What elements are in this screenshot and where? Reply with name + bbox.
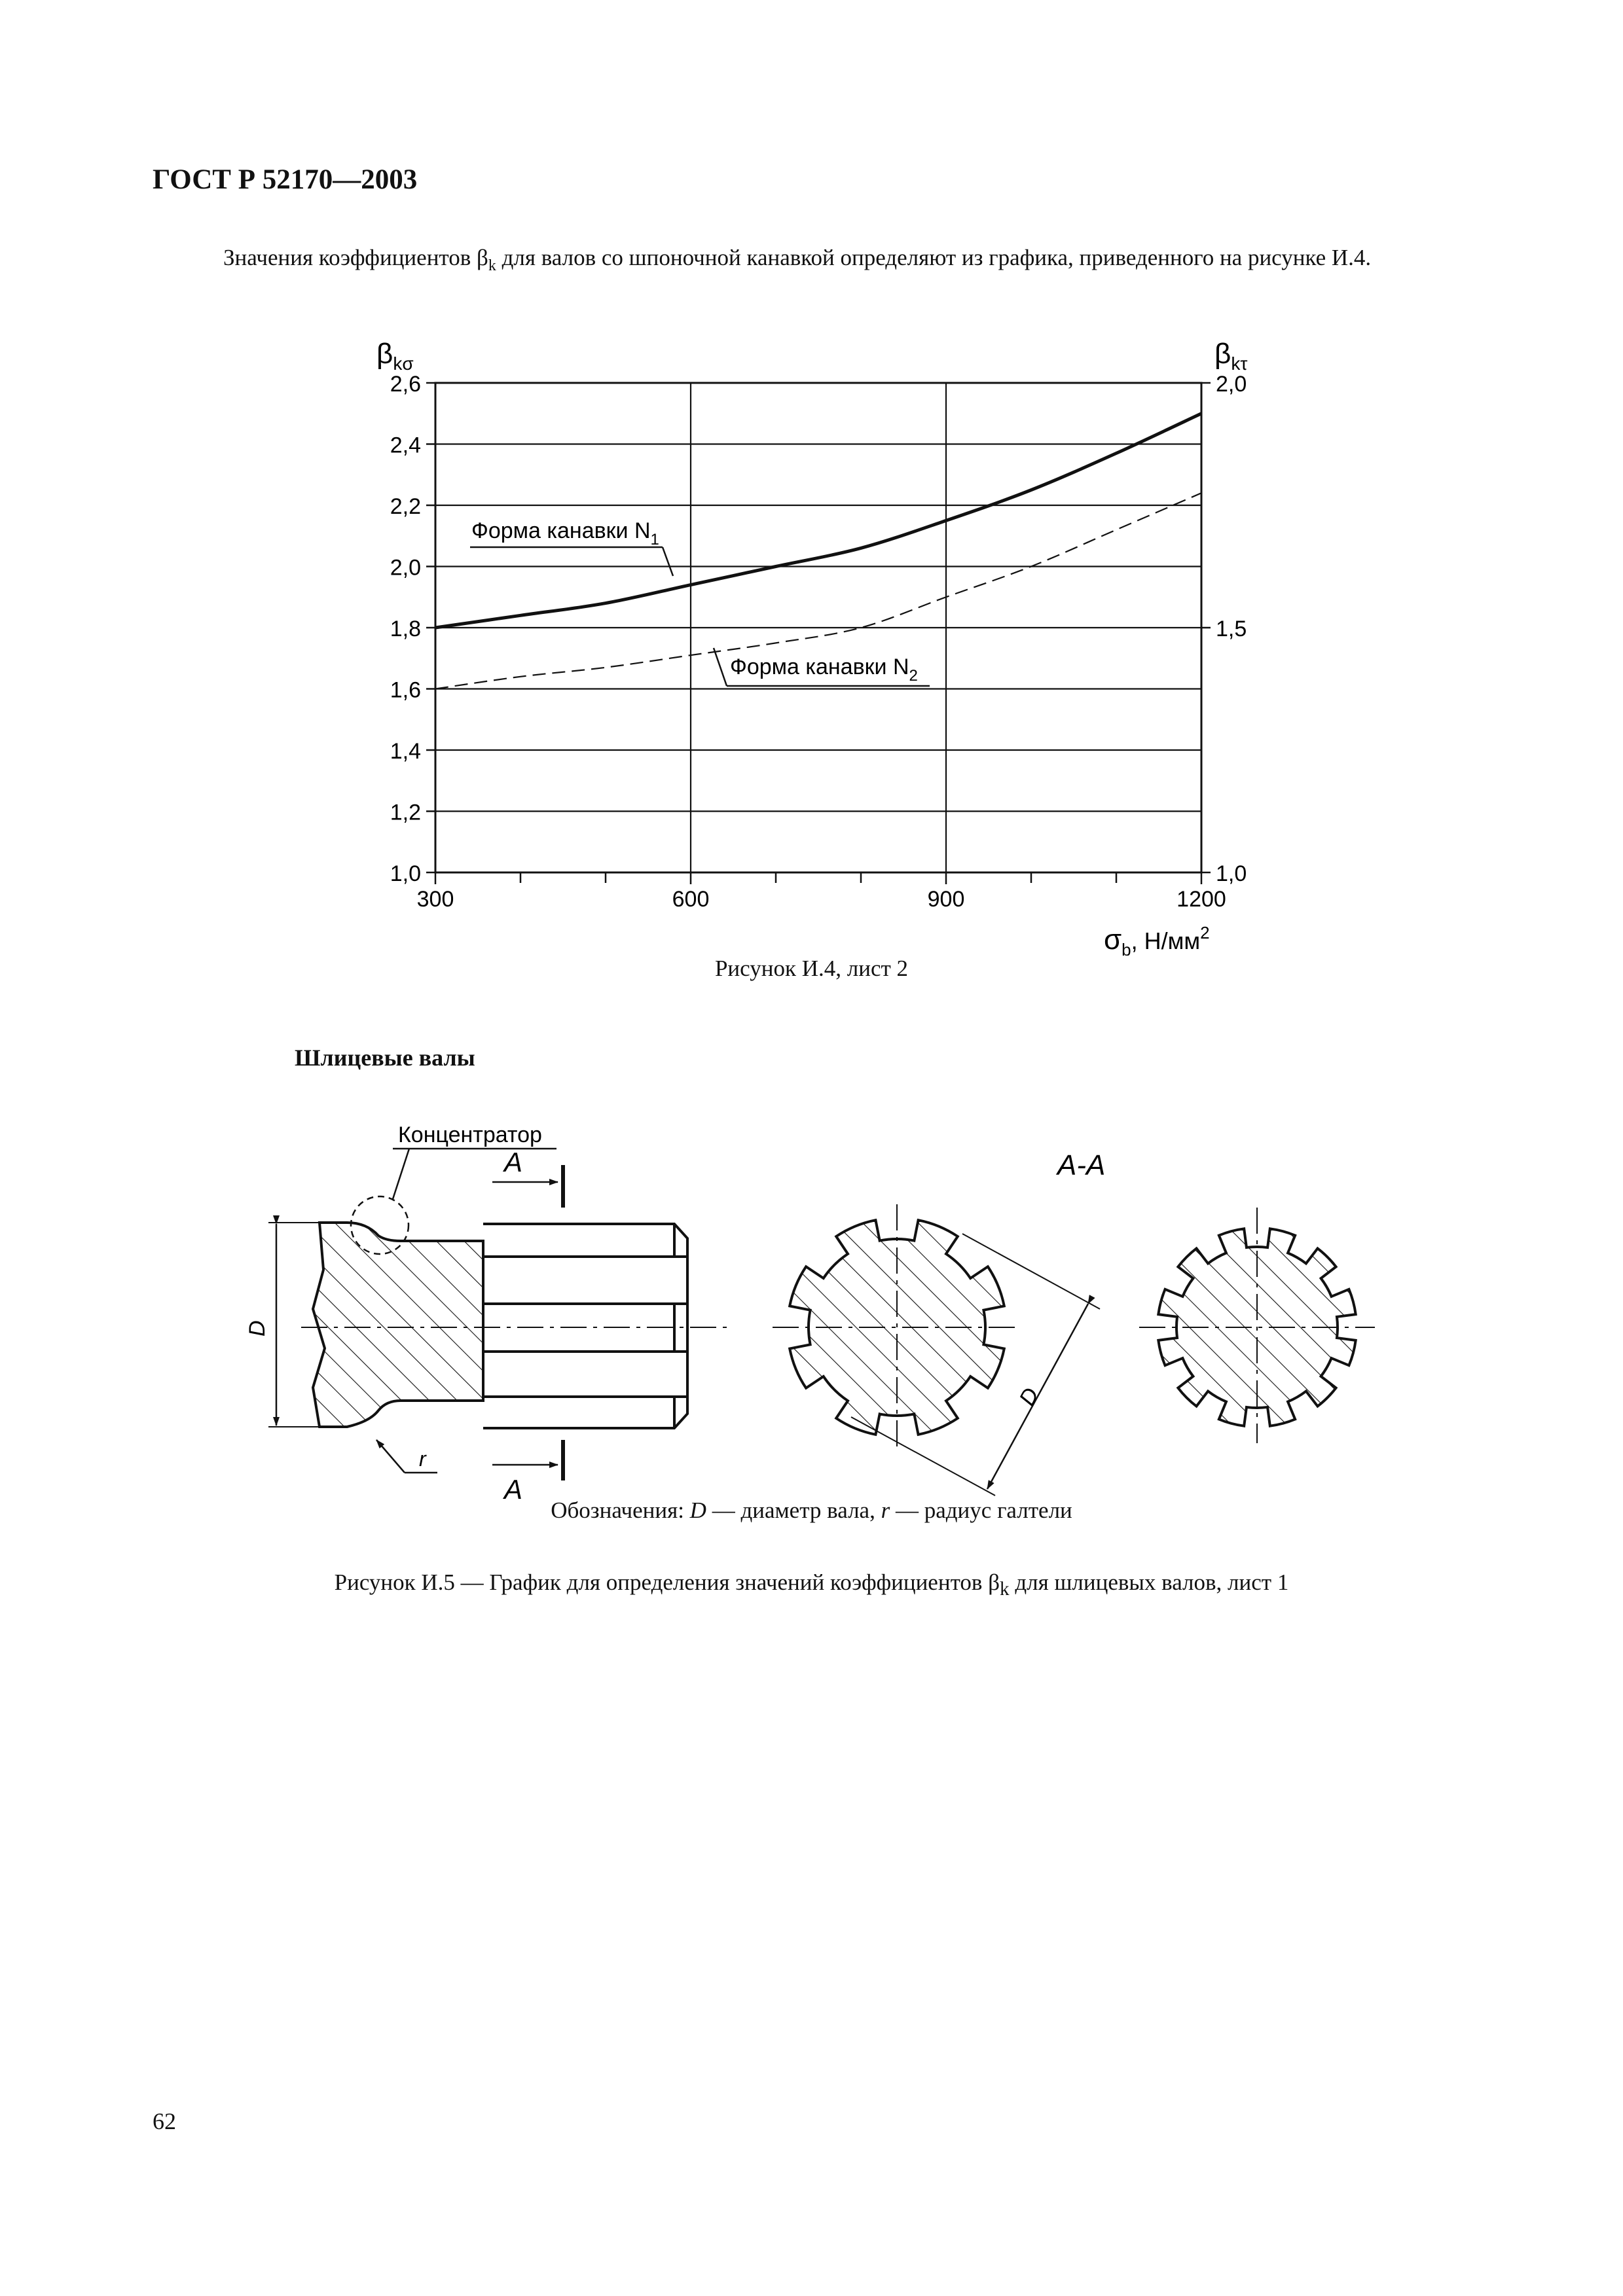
shaft-hatched-section <box>313 1223 483 1427</box>
y-left-tick-label: 1,8 <box>390 617 421 641</box>
concentrator-leader <box>393 1149 409 1199</box>
legend-d: D <box>689 1498 706 1523</box>
x-axis-label: $\sigma_b$, $Н/мм^2$ <box>1104 923 1210 956</box>
legend-d-text: — диаметр вала, <box>706 1498 881 1523</box>
y-left-tick-label: 1,0 <box>390 861 421 886</box>
legend-r-text: — радиус галтели <box>890 1498 1072 1523</box>
intro-beta: β <box>477 245 488 270</box>
page-number: 62 <box>153 2108 176 2134</box>
caption2-beta: β <box>988 1570 1000 1595</box>
figure-caption-2 <box>0 1570 1623 1600</box>
x-tick-label: 1200 <box>1176 887 1226 912</box>
y-left-tick-label: 2,0 <box>390 555 421 581</box>
figure-caption-1: Рисунок И.4, лист 2 <box>714 956 909 981</box>
intro-text-end: для валов со шпоночной канавкой определяют из графика, приведенного на рисунке И.4. <box>496 245 1372 270</box>
y-left-tick-label: 2,6 <box>390 372 421 397</box>
intro-text-start: Значения коэффициентов <box>223 245 477 270</box>
y-left-tick-label: 1,6 <box>390 677 421 703</box>
x-tick-label: 600 <box>672 887 710 912</box>
series-label-n2: Форма канавки $N_2$ <box>730 655 918 685</box>
x-tick-label: 300 <box>416 887 454 912</box>
caption2-text-start: Рисунок И.5 — График для определения значений коэффициентов <box>334 1570 989 1595</box>
coefficient-chart <box>0 0 1623 956</box>
legend-line <box>0 1498 1623 1524</box>
caption2-beta-sub: k <box>1000 1579 1010 1600</box>
legend-r: r <box>881 1498 890 1523</box>
y-right-tick-label: 1,0 <box>1216 861 1247 886</box>
page-header: ГОСТ Р 52170—2003 <box>153 164 418 195</box>
y-right-tick-label: 2,0 <box>1216 372 1247 397</box>
y-right-tick-label: 1,5 <box>1216 617 1247 641</box>
section-aa-label: A-A <box>1057 1149 1106 1181</box>
y-left-tick-label: 2,2 <box>390 494 421 519</box>
intro-beta-sub: k <box>488 257 496 274</box>
r-leader <box>376 1440 405 1473</box>
splined-shaft-drawing <box>0 1073 1623 1499</box>
d-label-side: D <box>245 1320 270 1336</box>
section-letter-bottom: A <box>504 1474 523 1499</box>
y-left-tick-label: 2,4 <box>390 433 421 458</box>
y-left-axis-label: $\beta_{k\sigma}$ <box>376 338 414 374</box>
series-label-n1-leader <box>663 547 673 576</box>
series-label-n1: Форма канавки $N_1$ <box>471 518 659 548</box>
cs1-d-label: D <box>1014 1384 1044 1410</box>
r-label: r <box>419 1447 426 1471</box>
concentrator-label: Концентратор <box>398 1122 542 1147</box>
section-title: Шлицевые валы <box>295 1045 475 1071</box>
shaft-splined-section <box>483 1224 687 1428</box>
y-right-axis-label: $\beta_{k\tau}$ <box>1214 338 1248 374</box>
caption2-text-end: для шлицевых валов, лист 1 <box>1009 1570 1289 1595</box>
series-label-n2-leader <box>714 648 727 686</box>
legend-prefix: Обозначения: <box>551 1498 690 1523</box>
x-tick-label: 900 <box>927 887 965 912</box>
y-left-tick-label: 1,4 <box>390 739 421 764</box>
section-letter-top: A <box>504 1147 523 1177</box>
y-left-tick-label: 1,2 <box>390 800 421 825</box>
